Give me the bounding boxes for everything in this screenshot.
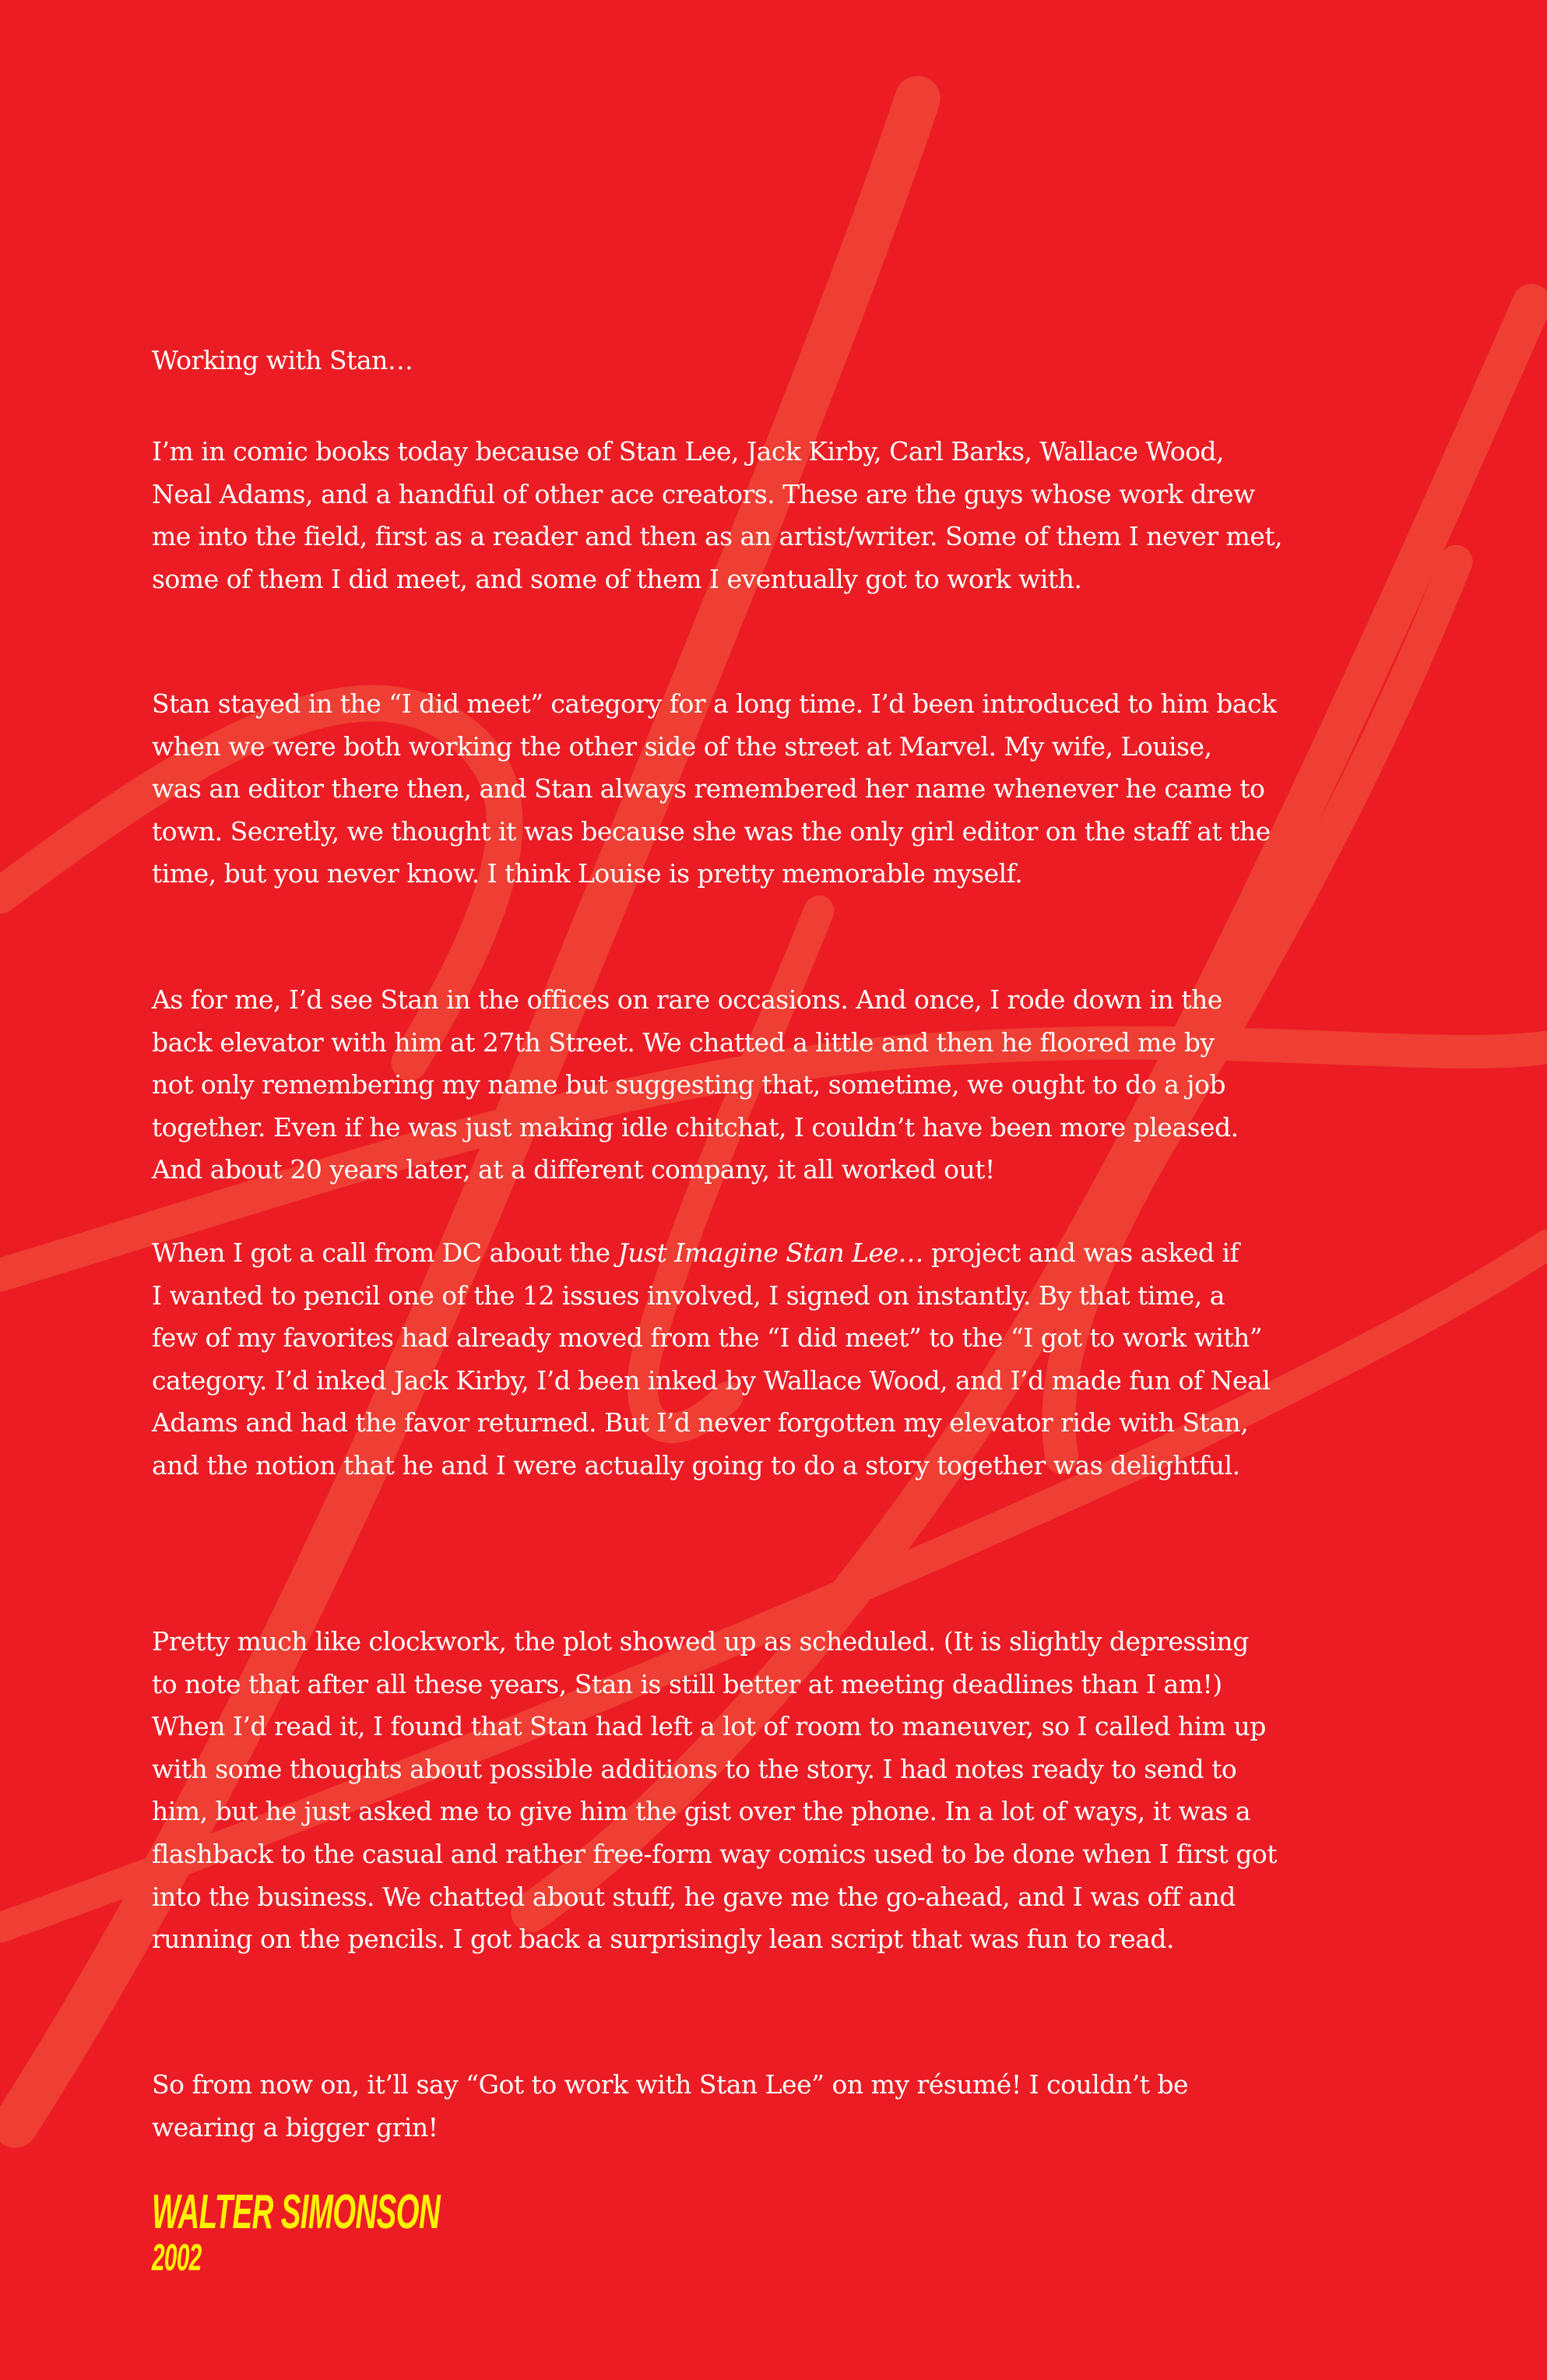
paragraph-2 [152,683,1276,896]
paragraph-line: was an editor there then, and Stan always remembered her name whenever he came to [152,773,1265,804]
paragraph-5 [152,1621,1277,1961]
paragraph-line: him, but he just asked me to give him the gist over the phone. In a lot of ways, it was a [152,1796,1250,1827]
paragraph-line: So from now on, it’ll say “Got to work with Stan Lee” on my résumé! I couldn’t be [152,2069,1189,2100]
paragraph-line: And about 20 years later, at a different company, it all worked out! [152,1154,995,1185]
paragraph-line: running on the pencils. I got back a surprisingly lean script that was fun to read. [152,1924,1175,1955]
year: 2002 [152,2237,202,2279]
paragraph-line: to note that after all these years, Stan is still better at meeting deadlines than I am!) [152,1668,1222,1699]
title-text: Working with Stan… [152,345,413,375]
paragraph-3 [152,979,1239,1192]
paragraph-4 [152,1232,1270,1488]
paragraph-line: flashback to the casual and rather free-form way comics used to be done when I first got [152,1838,1278,1869]
paragraph-line: back elevator with him at 27th Street. We chatted a little and then he floored me by [152,1026,1215,1058]
paragraph-line: and the notion that he and I were actually going to do a story together was delightful. [152,1449,1240,1480]
paragraph-line: me into the field, first as a reader and then as an artist/writer. Some of them I never met, [152,521,1283,552]
paragraph-line: town. Secretly, we thought it was because she was the only girl editor on the staff at the [152,815,1271,847]
paragraph-line: some of them I did meet, and some of them I eventually got to work with. [152,563,1082,594]
paragraph-line: into the business. We chatted about stuff, he gave me the go-ahead, and I was off and [152,1881,1236,1912]
author-name: WALTER SIMONSON [152,2185,441,2239]
paragraph-line: not only remembering my name but suggesting that, sometime, we ought to do a job [152,1069,1225,1100]
title [152,340,413,382]
paragraph-line: wearing a bigger grin! [152,2111,438,2142]
paragraph-line: As for me, I’d see Stan in the offices on rare occasions. And once, I rode down in the [152,984,1222,1015]
book-title: Just Imagine Stan Lee… [617,1238,924,1268]
paragraph-line: I wanted to pencil one of the 12 issues involved, I signed on instantly. By that time, a [152,1280,1225,1311]
paragraph-line: few of my favorites had already moved from the “I did meet” to the “I got to work with” [152,1322,1263,1354]
paragraph-line: I’m in comic books today because of Stan Lee, Jack Kirby, Carl Barks, Wallace Wood, [152,436,1225,466]
paragraph-line: category. I’d inked Jack Kirby, I’d been inked by Wallace Wood, and I’d made fun of Neal [152,1364,1271,1396]
paragraph-line: Stan stayed in the “I did meet” category for a long time. I’d been introduced to him back [152,688,1277,719]
paragraph-line: with some thoughts about possible additions to the story. I had notes ready to send to [152,1753,1237,1784]
paragraph-6 [152,2064,1188,2149]
paragraph-line: Adams and had the favor returned. But I’d never forgotten my elevator ride with Stan, [152,1407,1249,1438]
paragraph-line: Neal Adams, and a handful of other ace creators. These are the guys whose work drew [152,478,1255,509]
paragraph-line: when we were both working the other side of the street at Marvel. My wife, Louise, [152,731,1212,762]
paragraph-1 [152,431,1282,600]
paragraph-line: Pretty much like clockwork, the plot showed up as scheduled. (It is slightly depressing [152,1626,1249,1656]
paragraph-line: When I’d read it, I found that Stan had left a lot of room to maneuver, so I called him up [152,1711,1266,1742]
paragraph-line: together. Even if he was just making idle chitchat, I couldn’t have been more pleased. [152,1111,1239,1142]
paragraph-line: When I got a call from DC about the Just Imagine Stan Lee… project and was asked if [152,1238,1239,1268]
paragraph-line: time, but you never know. I think Louise is pretty memorable myself. [152,858,1023,889]
